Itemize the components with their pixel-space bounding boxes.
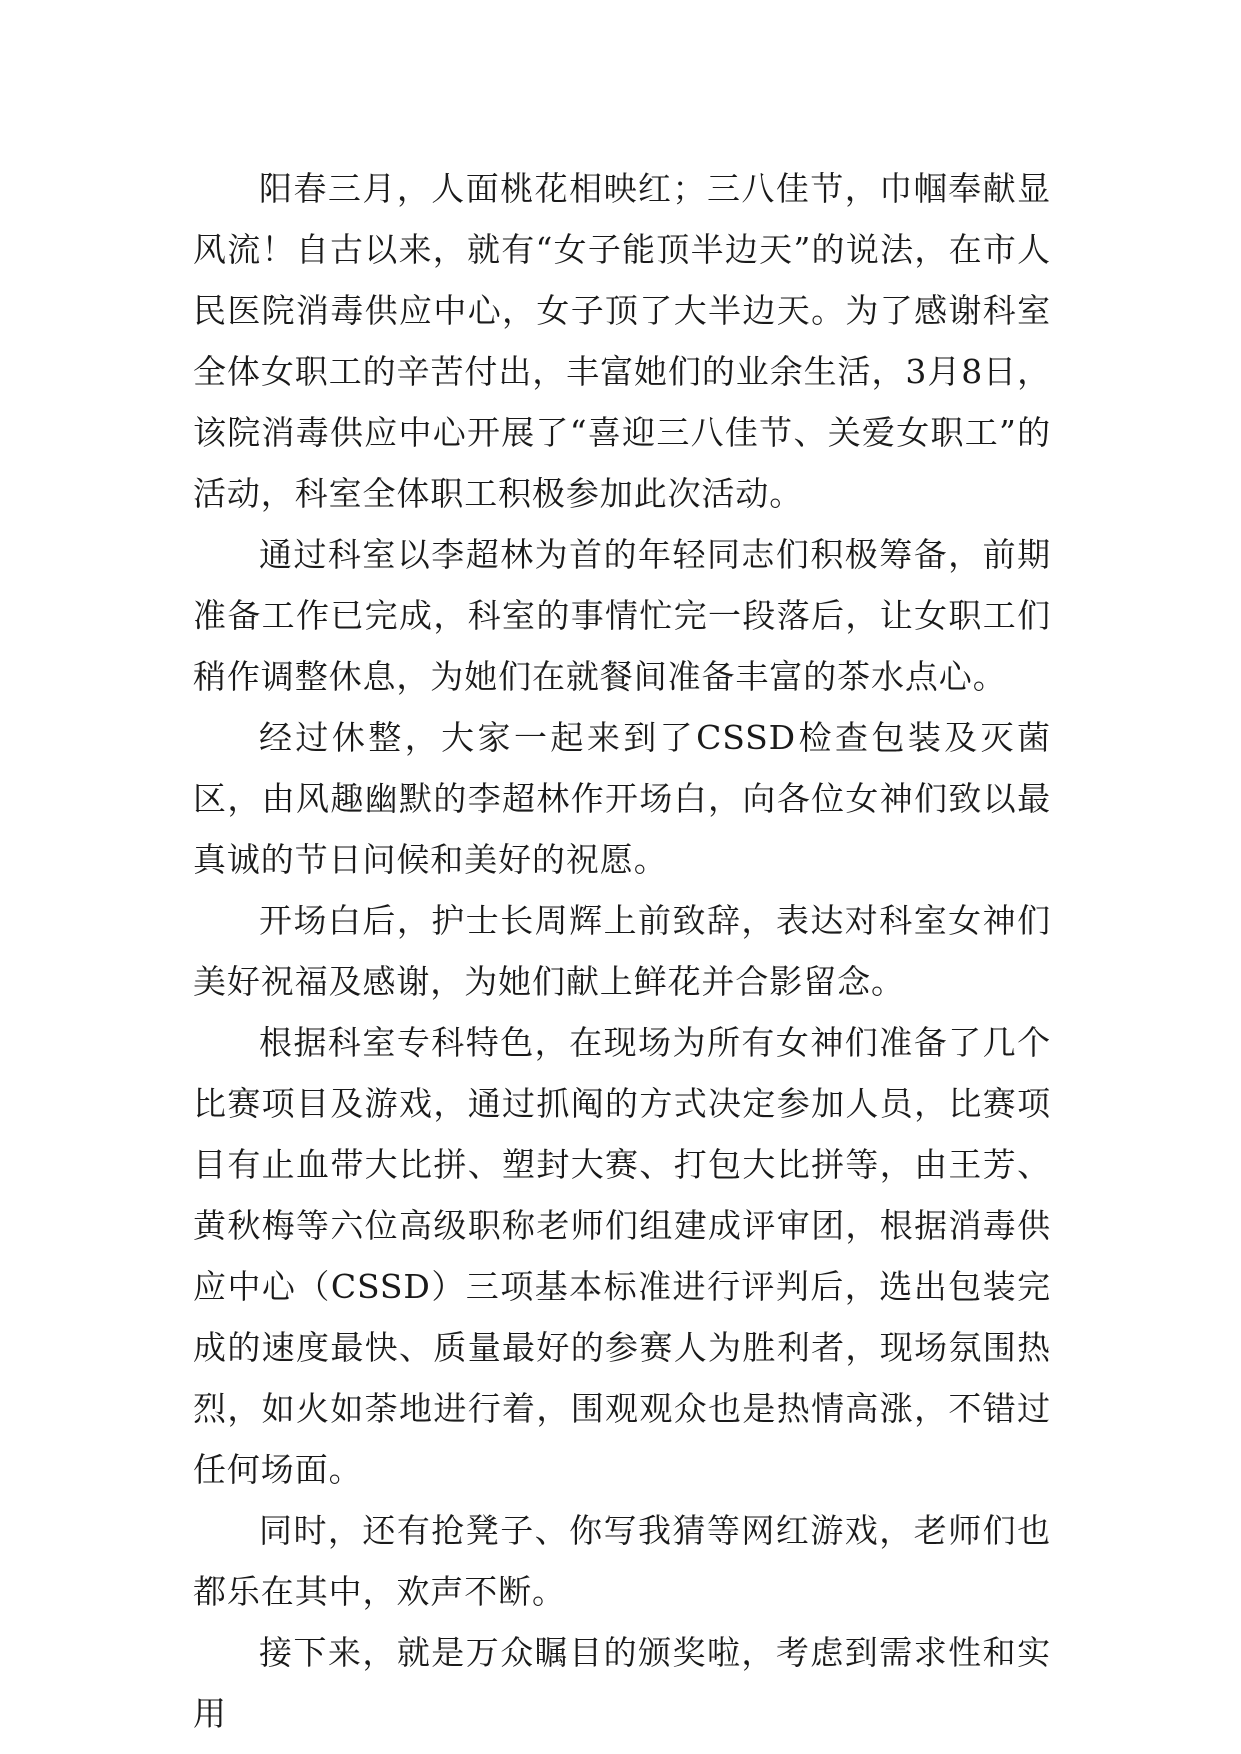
paragraph-1: 阳春三月，人面桃花相映红；三八佳节，巾帼奉献显风流！自古以来，就有“女子能顶半边天”的说法，在市人民医院消毒供应中心，女子顶了大半边天。为了感谢科室全体女职工的辛苦付出，丰富她们的业余生活，3月8日，该院消毒供应中心开展了“喜迎三八佳节、关爱女职工”的活动，科室全体职工积极参加此次活动。 <box>193 169 1051 513</box>
paragraph-3: 经过休整，大家一起来到了CSSD检查包装及灭菌区，由风趣幽默的李超林作开场白，向各位女神们致以最真诚的节日问候和美好的祝愿。 <box>193 718 1051 879</box>
paragraph-6: 同时，还有抢凳子、你写我猜等网红游戏，老师们也都乐在其中，欢声不断。 <box>193 1511 1051 1611</box>
paragraph-7: 接下来，就是万众瞩目的颁奖啦，考虑到需求性和实用 <box>193 1633 1051 1733</box>
paragraph-2: 通过科室以李超林为首的年轻同志们积极筹备，前期准备工作已完成，科室的事情忙完一段落后，让女职工们稍作调整休息，为她们在就餐间准备丰富的茶水点心。 <box>193 535 1051 696</box>
paragraph-4: 开场白后，护士长周辉上前致辞，表达对科室女神们美好祝福及感谢，为她们献上鲜花并合影留念。 <box>193 901 1051 1001</box>
document-body <box>193 158 1051 1744</box>
paragraph-5: 根据科室专科特色，在现场为所有女神们准备了几个比赛项目及游戏，通过抓阄的方式决定参加人员，比赛项目有止血带大比拼、塑封大赛、打包大比拼等，由王芳、黄秋梅等六位高级职称老师们组建成评审团，根据消毒供应中心（CSSD）三项基本标准进行评判后，选出包装完成的速度最快、质量最好的参赛人为胜利者，现场氛围热烈，如火如荼地进行着，围观观众也是热情高涨，不错过任何场面。 <box>193 1023 1051 1489</box>
